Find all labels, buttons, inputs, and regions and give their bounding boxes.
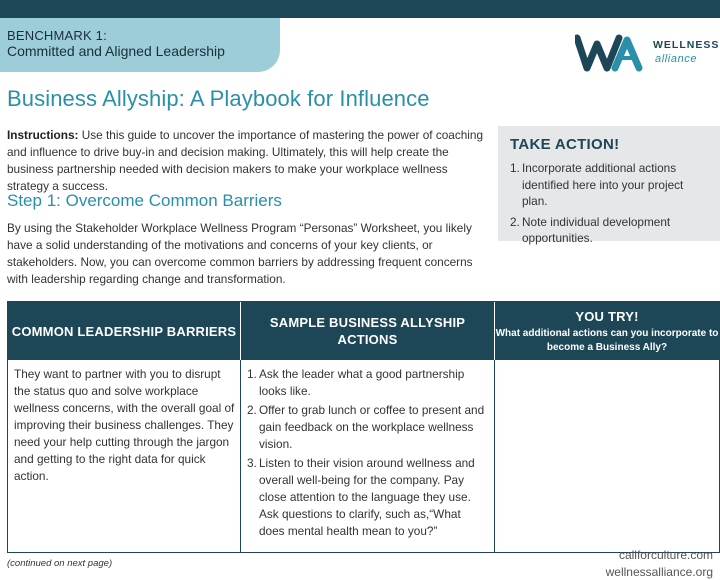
logo-wordmark: WELLNESS bbox=[653, 39, 720, 51]
instructions-paragraph bbox=[7, 127, 487, 195]
header-barriers-label: COMMON LEADERSHIP BARRIERS bbox=[11, 323, 237, 339]
header-you-try-label: YOU TRY! bbox=[575, 308, 639, 324]
header-you-try bbox=[495, 302, 719, 360]
step-body: By using the Stakeholder Workplace Wellness Program “Personas” Worksheet, you likely have a solid understanding of the motivations and concerns of your key clients, or stakeholders. Now, you can overcome common barriers by addressing frequent concerns with leadership regarding change and transformation. bbox=[7, 221, 473, 286]
benchmark-title: Committed and Aligned Leadership bbox=[7, 43, 225, 59]
list-item bbox=[247, 455, 489, 540]
top-bar bbox=[0, 0, 720, 18]
benchmark-tab bbox=[0, 18, 280, 72]
barrier-cell: They want to partner with you to disrupt the status quo and solve workplace wellness concerns, with the overall goal of improving their business challenges. They need your help cutting through the jargon and getting to the right data for quick action. bbox=[8, 360, 241, 552]
header-barriers bbox=[8, 302, 241, 360]
allyship-table bbox=[7, 301, 720, 553]
actions-cell bbox=[241, 360, 495, 552]
actions-list bbox=[247, 366, 489, 540]
step-heading: Step 1: Overcome Common Barriers bbox=[7, 191, 282, 210]
list-item bbox=[247, 366, 489, 400]
list-number: 3. bbox=[247, 456, 257, 470]
list-number: 1. bbox=[247, 367, 257, 381]
list-text: Offer to grab lunch or coffee to present and gain feedback on the workplace wellness vision. bbox=[259, 403, 485, 451]
instructions-text: Use this guide to uncover the importance of mastering the power of coaching and influence to drive buy-in and decision making. Ultimately, this will help create the business partnership needed with decision makers to make your workplace wellness strategy a success. bbox=[7, 128, 484, 193]
list-number: 2. bbox=[247, 403, 257, 417]
continued-note: (continued on next page) bbox=[7, 558, 113, 569]
header-actions bbox=[241, 302, 495, 360]
take-action-list bbox=[510, 160, 708, 247]
take-action-heading: TAKE ACTION! bbox=[510, 136, 620, 153]
list-item bbox=[247, 402, 489, 453]
wellness-alliance-logo bbox=[575, 32, 720, 74]
list-number: 2. bbox=[510, 214, 520, 229]
list-text: Listen to their vision around wellness and overall well-being for the company. Pay close attention to the language they use. Ask questions to clarify, such as,“What does mental health mean to you?” bbox=[259, 456, 475, 538]
list-item bbox=[510, 160, 708, 210]
take-action-box bbox=[498, 126, 720, 245]
list-text: Ask the leader what a good partnership looks like. bbox=[259, 367, 465, 398]
list-item bbox=[510, 214, 708, 247]
logo-subword: alliance bbox=[655, 53, 698, 65]
table-row bbox=[8, 360, 719, 552]
wa-logo-icon bbox=[575, 32, 655, 74]
page-title: Business Allyship: A Playbook for Influence bbox=[7, 86, 430, 111]
header-you-try-sub: What additional actions can you incorporate to become a Business Ally? bbox=[495, 327, 719, 353]
list-text: Note individual development opportunities. bbox=[522, 214, 671, 245]
list-number: 1. bbox=[510, 161, 520, 175]
instructions-label: Instructions: bbox=[7, 128, 79, 142]
you-try-cell[interactable] bbox=[495, 360, 719, 552]
table-header-row bbox=[8, 302, 719, 360]
benchmark-label: BENCHMARK 1: bbox=[7, 28, 107, 43]
footer-link-wellnessalliance[interactable]: wellnessalliance.org bbox=[605, 565, 713, 579]
footer-links bbox=[606, 547, 713, 580]
footer-link-callforculture[interactable]: callforculture.com bbox=[618, 548, 713, 562]
list-text: Incorporate additional actions identified here into your project plan. bbox=[522, 161, 684, 208]
header-actions-label: SAMPLE BUSINESS ALLYSHIP ACTIONS bbox=[269, 315, 466, 347]
